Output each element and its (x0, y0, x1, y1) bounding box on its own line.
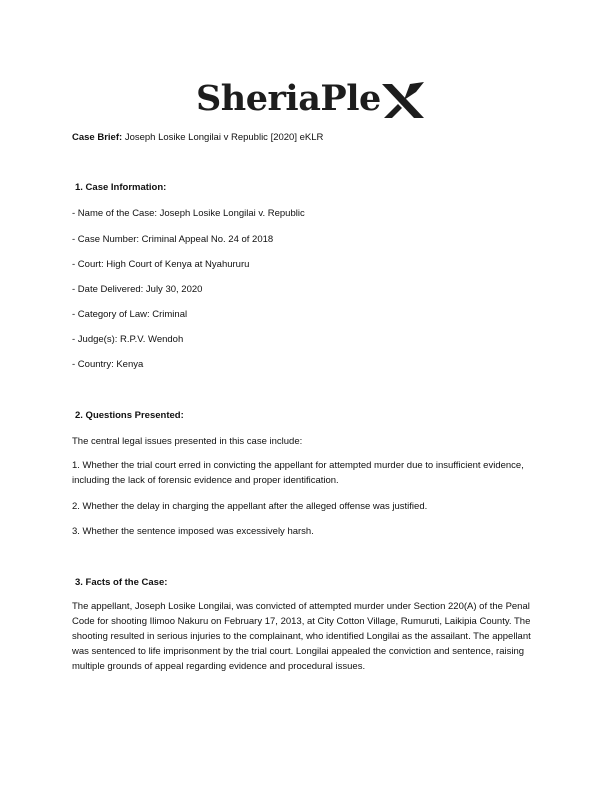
case-info-item: - Case Number: Criminal Appeal No. 24 of 2018 (72, 234, 274, 245)
case-info-item: - Country: Kenya (72, 359, 144, 370)
case-brief-line (72, 132, 323, 144)
case-info-item: - Category of Law: Criminal (72, 309, 188, 320)
case-info-item: - Court: High Court of Kenya at Nyahururu (72, 259, 250, 270)
logo-wordmark: SheriaPle (196, 78, 381, 119)
question-item: 3. Whether the sentence imposed was excessively harsh. (72, 526, 314, 537)
facts-paragraph: The appellant, Joseph Losike Longilai, was convicted of attempted murder under Section 220(A) of the Penal Code for shooting Ilimoo Nakuru on February 17, 2013, at City Cotton Village, Rumuruti, Laikipia County. The shooting resulted in serious injuries to the complainant, who identified Longilai as the assailant. The appellant was sentenced to life imprisonment by the trial court. Longilai appealed the conviction and sentence, raising multiple grounds of appeal regarding evidence and procedural issues. (72, 601, 531, 672)
question-item: 2. Whether the delay in charging the appellant after the alleged offense was justified. (72, 501, 428, 512)
question-item: 1. Whether the trial court erred in convicting the appellant for attempted murder due to insufficient evidence, including the lack of forensic evidence and proper identification. (72, 460, 524, 486)
case-brief-title: Joseph Losike Longilai v Republic [2020] eKLR (124, 132, 324, 143)
case-info-item: - Date Delivered: July 30, 2020 (72, 284, 203, 295)
logo-x-mark (380, 80, 426, 120)
case-info-item: - Name of the Case: Joseph Losike Longilai v. Republic (72, 208, 305, 219)
section-heading-facts-of-the-case: 3. Facts of the Case: (75, 577, 168, 588)
sheriaplex-logo (196, 76, 426, 122)
section-heading-case-information: 1. Case Information: (75, 182, 167, 193)
section-heading-questions-presented: 2. Questions Presented: (75, 410, 184, 421)
case-brief-label: Case Brief: (72, 132, 123, 143)
questions-intro: The central legal issues presented in this case include: (72, 436, 303, 447)
case-info-item: - Judge(s): R.P.V. Wendoh (72, 334, 184, 345)
